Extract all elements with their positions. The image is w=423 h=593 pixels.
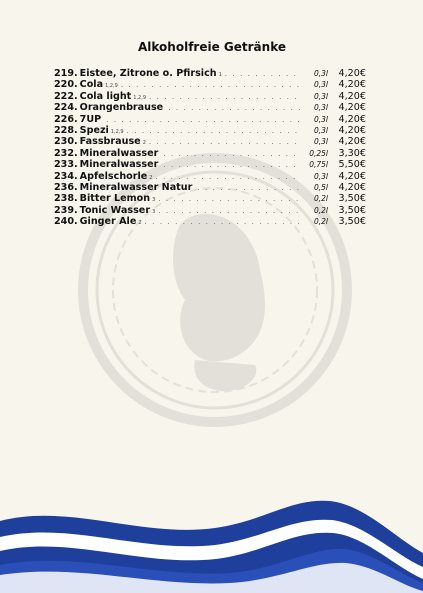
- item-name: Tonic Wasser: [79, 204, 151, 216]
- item-number: 224.: [54, 102, 78, 114]
- item-price: 3,50€: [338, 193, 366, 205]
- item-number: 219.: [54, 68, 78, 79]
- item-number: 238.: [54, 193, 78, 205]
- item-number: 236.: [54, 181, 78, 193]
- allergen-note: 1,2,9: [105, 83, 118, 90]
- item-number: 222.: [54, 90, 78, 102]
- item-price: 4,20€: [338, 124, 366, 136]
- menu-item: [54, 91, 366, 102]
- item-price: 5,50€: [338, 159, 366, 171]
- menu-item: [54, 68, 366, 79]
- item-name: Cola light: [79, 90, 132, 102]
- menu-item: [54, 216, 366, 227]
- allergen-note: 2: [138, 220, 142, 227]
- item-number: 226.: [54, 113, 78, 125]
- item-volume: 0,3l: [313, 171, 328, 181]
- allergen-note: 1,2,9: [110, 128, 124, 135]
- drink-list: [54, 68, 366, 227]
- item-volume: 0,3l: [313, 114, 328, 124]
- dot-leader: [149, 137, 301, 148]
- menu-item: [54, 193, 366, 204]
- greek-flag-ribbon: [0, 483, 423, 593]
- menu-item: [54, 205, 366, 216]
- item-volume: 0,3l: [313, 80, 328, 90]
- item-price: 3,50€: [338, 216, 366, 228]
- menu-item: [54, 136, 366, 147]
- dot-leader: [149, 92, 301, 103]
- item-volume: 0,2l: [313, 194, 328, 204]
- item-volume: 0,2l: [313, 217, 328, 227]
- item-number: 240.: [54, 216, 78, 228]
- allergen-note: 2: [142, 140, 146, 147]
- dot-leader: [145, 217, 301, 228]
- item-number: 234.: [54, 170, 78, 182]
- dot-leader: [158, 206, 301, 217]
- item-name: Orangenbrause: [79, 102, 164, 114]
- dot-leader: [197, 183, 301, 194]
- item-volume: 0,2l: [313, 205, 328, 215]
- item-name: Ginger Ale: [79, 216, 137, 228]
- dot-leader: [106, 115, 301, 126]
- menu-section: [54, 40, 366, 227]
- item-name: Mineralwasser: [79, 147, 159, 159]
- item-price: 4,20€: [338, 68, 366, 79]
- dot-leader: [121, 80, 301, 91]
- item-number: 232.: [54, 147, 78, 159]
- item-name: Fassbrause: [79, 136, 141, 148]
- item-volume: 0,3l: [313, 103, 328, 113]
- item-name: Eistee, Zitrone o. Pfirsich: [79, 68, 217, 79]
- item-volume: 0,3l: [313, 125, 328, 135]
- dot-leader: [127, 126, 301, 137]
- allergen-note: 1: [218, 72, 222, 78]
- allergen-note: 3: [152, 208, 156, 215]
- item-name: 7UP: [79, 113, 102, 125]
- item-name: Mineralwasser Natur: [79, 181, 193, 193]
- item-name: Apfelschorle: [79, 170, 148, 182]
- item-price: 3,30€: [338, 147, 366, 159]
- menu-item: [54, 79, 366, 90]
- item-volume: 0,75l: [309, 160, 328, 170]
- item-volume: 0,25l: [309, 148, 328, 158]
- item-number: 228.: [54, 124, 78, 136]
- item-number: 220.: [54, 79, 78, 91]
- dot-leader: [158, 194, 301, 205]
- item-name: Bitter Lemon: [79, 193, 151, 205]
- item-number: 239.: [54, 204, 78, 216]
- menu-item: [54, 159, 366, 170]
- item-volume: 0,3l: [313, 91, 328, 101]
- item-number: 230.: [54, 136, 78, 148]
- menu-item: [54, 182, 366, 193]
- dot-leader: [225, 69, 301, 80]
- allergen-note: 1,2,9: [133, 94, 147, 101]
- item-price: 4,20€: [338, 136, 366, 148]
- menu-item: [54, 148, 366, 159]
- item-volume: 0,3l: [313, 69, 328, 78]
- item-volume: 0,3l: [313, 137, 328, 147]
- item-name: Mineralwasser: [79, 159, 159, 171]
- item-name: Spezi: [79, 124, 109, 136]
- dot-leader: [168, 103, 301, 114]
- allergen-note: 3: [152, 197, 156, 204]
- item-price: 4,20€: [338, 90, 366, 102]
- item-price: 4,20€: [338, 181, 366, 193]
- item-name: Cola: [79, 79, 104, 91]
- section-title: Alkoholfreie Getränke: [138, 40, 286, 54]
- dot-leader: [163, 149, 301, 160]
- item-price: 4,20€: [338, 113, 366, 125]
- item-price: 4,20€: [338, 79, 366, 91]
- dot-leader: [163, 160, 301, 171]
- item-price: 4,20€: [338, 170, 366, 182]
- menu-item: [54, 114, 366, 125]
- menu-item: [54, 102, 366, 113]
- item-price: 3,50€: [338, 204, 366, 216]
- item-price: 4,20€: [338, 102, 366, 114]
- item-volume: 0,5l: [313, 182, 328, 192]
- item-number: 233.: [54, 159, 78, 171]
- allergen-note: 2: [149, 174, 153, 181]
- menu-item: [54, 171, 366, 182]
- menu-item: [54, 125, 366, 136]
